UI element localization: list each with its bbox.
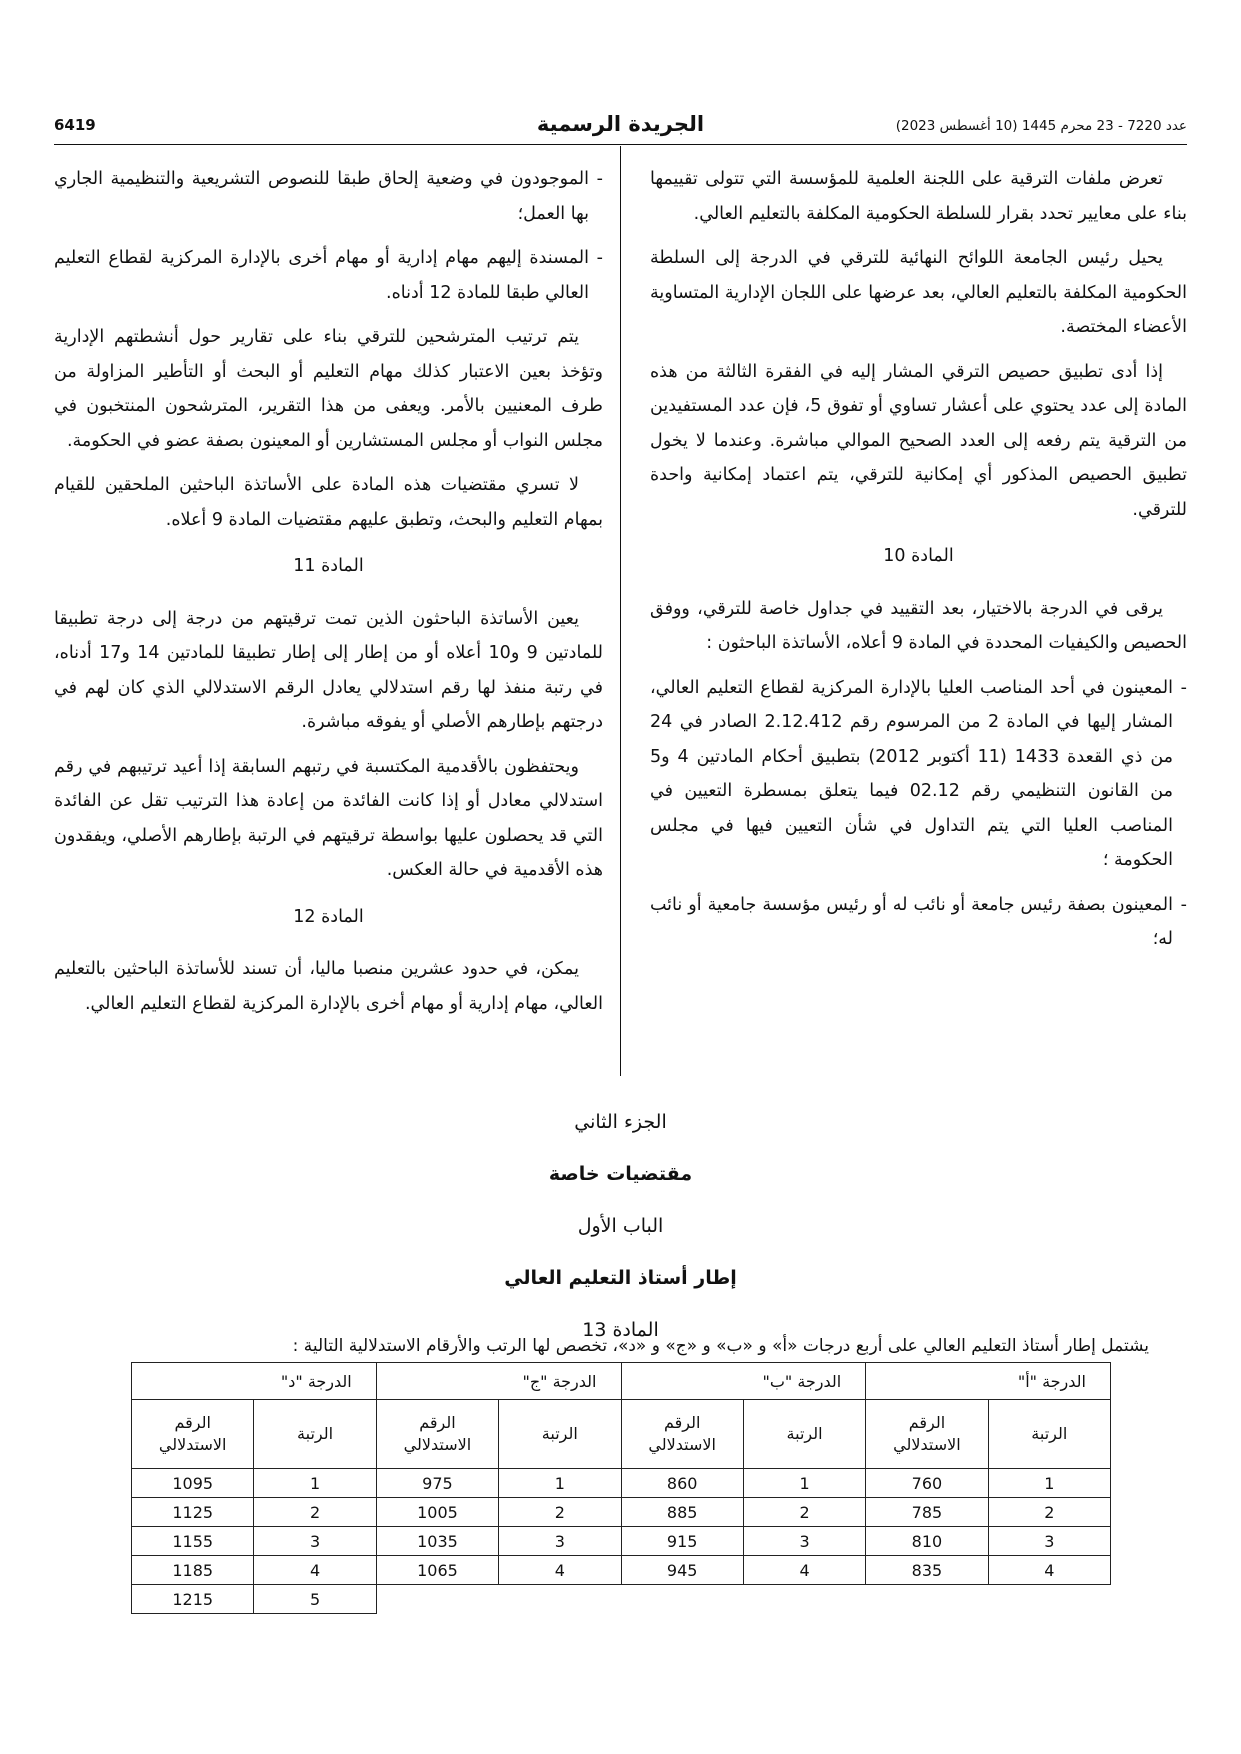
chapter-title: الباب الأول: [577, 1215, 664, 1237]
index-cell: 1125: [132, 1498, 254, 1527]
index-cell: 1035: [376, 1527, 498, 1556]
article-heading: المادة 11: [293, 556, 364, 576]
index-header: [866, 1400, 988, 1469]
frame-title: إطار أستاذ التعليم العالي: [504, 1267, 737, 1289]
right-column: [650, 162, 1187, 967]
rank-cell: 3: [743, 1527, 865, 1556]
empty-cell: [621, 1585, 743, 1614]
rank-cell: 3: [254, 1527, 376, 1556]
rank-cell: 2: [254, 1498, 376, 1527]
paragraph: ويحتفظون بالأقدمية المكتسبة في رتبهم السابقة إذا أعيد ترتيبهم في رقم استدلالي معادل أو إذا كانت الفائدة من إعادة هذا الترتيب تقل عن الفائدة التي قد يحصلون عليها بواسطة ترقيتهم في الرتبة بإطارهم الأصلي، ويفقدون هذه الأقدمية في حالة العكس.: [54, 756, 603, 880]
rank-cell: 4: [988, 1556, 1110, 1585]
rank-cell: 2: [743, 1498, 865, 1527]
list-item: - المعينون بصفة رئيس جامعة أو نائب له أو رئيس مؤسسة جامعية أو نائب له؛: [650, 888, 1187, 957]
index-cell: 810: [866, 1527, 988, 1556]
list-item: - الموجودون في وضعية إلحاق طبقا للنصوص التشريعية والتنظيمية الجاري بها العمل؛: [54, 162, 603, 231]
header-divider: [54, 144, 1187, 145]
grade-header: الدرجة "ب": [621, 1363, 866, 1400]
rank-cell: 2: [988, 1498, 1110, 1527]
grade-header-row: [132, 1363, 1111, 1400]
article-heading: المادة 10: [883, 546, 954, 566]
rank-cell: 1: [254, 1469, 376, 1498]
paragraph: لا تسري مقتضيات هذه المادة على الأساتذة الباحثين الملحقين للقيام بمهام التعليم والبحث، وتطبق عليهم مقتضيات المادة 9 أعلاه.: [54, 475, 603, 530]
index-cell: 1155: [132, 1527, 254, 1556]
index-cell: 1065: [376, 1556, 498, 1585]
rank-cell: 4: [743, 1556, 865, 1585]
index-header: [376, 1400, 498, 1469]
grades-table-body: [132, 1469, 1111, 1614]
index-cell: 1215: [132, 1585, 254, 1614]
index-cell: 760: [866, 1469, 988, 1498]
rank-cell: 1: [988, 1469, 1110, 1498]
paragraph: تعرض ملفات الترقية على اللجنة العلمية للمؤسسة التي تتولى تقييمها بناء على معايير تحدد بقرار للسلطة الحكومية المكلفة بالتعليم العالي.: [650, 169, 1187, 224]
table-row: [132, 1585, 1111, 1614]
table-row: [132, 1498, 1111, 1527]
paragraph: يتم ترتيب المترشحين للترقي بناء على تقارير حول أنشطتهم الإدارية وتؤخذ بعين الاعتبار كذلك مهام التعليم أو البحث أو التأطير المزاولة من طرف المعنيين بالأمر. ويعفى من هذا التقرير، المترشحون المنتخبون في مجلس النواب أو مجلس المستشارين أو المعينون بصفة عضو في الحكومة.: [54, 327, 603, 451]
index-cell: 785: [866, 1498, 988, 1527]
rank-header: الرتبة: [988, 1400, 1110, 1469]
index-cell: 835: [866, 1556, 988, 1585]
paragraph: يمكن، في حدود عشرين منصبا ماليا، أن تسند للأساتذة الباحثين بالتعليم العالي، مهام إدارية أو مهام أخرى بالإدارة المركزية لقطاع التعليم العالي.: [54, 959, 603, 1014]
grade-header: الدرجة "ج": [376, 1363, 621, 1400]
index-header: [132, 1400, 254, 1469]
article-heading: المادة 12: [293, 906, 364, 927]
paragraph: يرقى في الدرجة بالاختيار، بعد التقييد في جداول خاصة للترقي، ووفق الحصيص والكيفيات المحددة في المادة 9 أعلاه، الأساتذة الباحثون :: [650, 598, 1187, 653]
index-header-line2: الاستدلالي: [403, 1435, 472, 1454]
rank-cell: 5: [254, 1585, 376, 1614]
index-cell: 1095: [132, 1469, 254, 1498]
rank-cell: 2: [499, 1498, 621, 1527]
list-item: - المسندة إليهم مهام إدارية أو مهام أخرى بالإدارة المركزية لقطاع التعليم العالي طبقا للمادة 12 أدناه.: [54, 241, 603, 310]
empty-cell: [866, 1585, 988, 1614]
section-title: مقتضيات خاصة: [548, 1163, 693, 1185]
rank-cell: 3: [499, 1527, 621, 1556]
paragraph: يحيل رئيس الجامعة اللوائح النهائية للترقي في الدرجة إلى السلطة الحكومية المكلفة بالتعليم العالي، بعد عرضها على اللجان الإدارية المتساوية الأعضاء المختصة.: [650, 248, 1187, 337]
list-item: - المعينون في أحد المناصب العليا بالإدارة المركزية لقطاع التعليم العالي، المشار إليها في المادة 2 من المرسوم رقم 2.12.412 الصادر في 24 من ذي القعدة 1433 (11 أكتوبر 2012) بتطبيق أحكام المادتين 4 و5 من القانون التنظيمي رقم 02.12 فيما يتعلق بمسطرة التعيين في المناصب العليا التي يتم التداول في شأن التعيين فيها في مجلس الحكومة ؛: [650, 671, 1187, 878]
rank-header: الرتبة: [254, 1400, 376, 1469]
rank-header: الرتبة: [499, 1400, 621, 1469]
index-header-line1: الرقم: [663, 1413, 701, 1432]
subheader-row: [132, 1400, 1111, 1469]
index-cell: 975: [376, 1469, 498, 1498]
page-number: 6419: [54, 116, 96, 134]
grade-header: الدرجة "أ": [866, 1363, 1111, 1400]
index-cell: 885: [621, 1498, 743, 1527]
empty-cell: [499, 1585, 621, 1614]
index-cell: 915: [621, 1527, 743, 1556]
rank-cell: 1: [743, 1469, 865, 1498]
table-intro: يشتمل إطار أستاذ التعليم العالي على أربع درجات «أ» و «ب» و «ج» و «د»، تخصص لها الرتب والأرقام الاستدلالية التالية :: [292, 1336, 1149, 1356]
grade-header: الدرجة "د": [132, 1363, 377, 1400]
part-headings: [0, 1096, 1241, 1356]
table-row: [132, 1556, 1111, 1585]
index-header-line2: الاستدلالي: [893, 1435, 961, 1454]
rank-header: الرتبة: [743, 1400, 865, 1469]
left-column: [54, 162, 603, 1031]
index-header-line1: الرقم: [908, 1413, 946, 1432]
column-divider: [620, 146, 621, 1076]
index-cell: 945: [621, 1556, 743, 1585]
empty-cell: [743, 1585, 865, 1614]
journal-title: الجريدة الرسمية: [536, 112, 705, 136]
rank-cell: 3: [988, 1527, 1110, 1556]
paragraph: إذا أدى تطبيق حصيص الترقي المشار إليه في الفقرة الثالثة من هذه المادة إلى عدد يحتوي على أعشار تساوي أو تفوق 5، فإن عدد المستفيدين من الترقية يتم رفعه إلى العدد الصحيح الموالي مباشرة. وعندما لا يخول تطبيق الحصيص المذكور أي إمكانية للترقي، يتم اعتماد إمكانية واحدة للترقي.: [650, 361, 1187, 520]
table-row: [132, 1527, 1111, 1556]
index-header-line1: الرقم: [174, 1413, 211, 1432]
rank-cell: 4: [499, 1556, 621, 1585]
empty-cell: [376, 1585, 498, 1614]
issue-info: عدد 7220 - 23 محرم 1445 (10 أغسطس 2023): [895, 118, 1187, 134]
index-cell: 1005: [376, 1498, 498, 1527]
rank-cell: 4: [254, 1556, 376, 1585]
table-row: [132, 1469, 1111, 1498]
paragraph: يعين الأساتذة الباحثون الذين تمت ترقيتهم من درجة إلى درجة تطبيقا للمادتين 9 و10 أعلاه أو من إطار إلى إطار تطبيقا للمادتين 14 و17 أدناه، في رتبة منفذ لها رقم استدلالي يعادل الرقم الاستدلالي الذي كان لهم في درجتهم بإطارهم الأصلي أو يفوقه مباشرة.: [54, 608, 604, 732]
index-header-line2: الاستدلالي: [158, 1435, 227, 1454]
index-cell: 1185: [132, 1556, 254, 1585]
part-title: الجزء الثاني: [574, 1111, 667, 1133]
index-header-line2: الاستدلالي: [648, 1435, 716, 1454]
article-13-title: المادة 13: [582, 1319, 659, 1341]
empty-cell: [988, 1585, 1110, 1614]
index-header: [621, 1400, 743, 1469]
index-header-line1: الرقم: [419, 1413, 456, 1432]
page-header: [54, 112, 1187, 148]
index-cell: 860: [621, 1469, 743, 1498]
grades-table: [131, 1362, 1111, 1614]
rank-cell: 1: [499, 1469, 621, 1498]
